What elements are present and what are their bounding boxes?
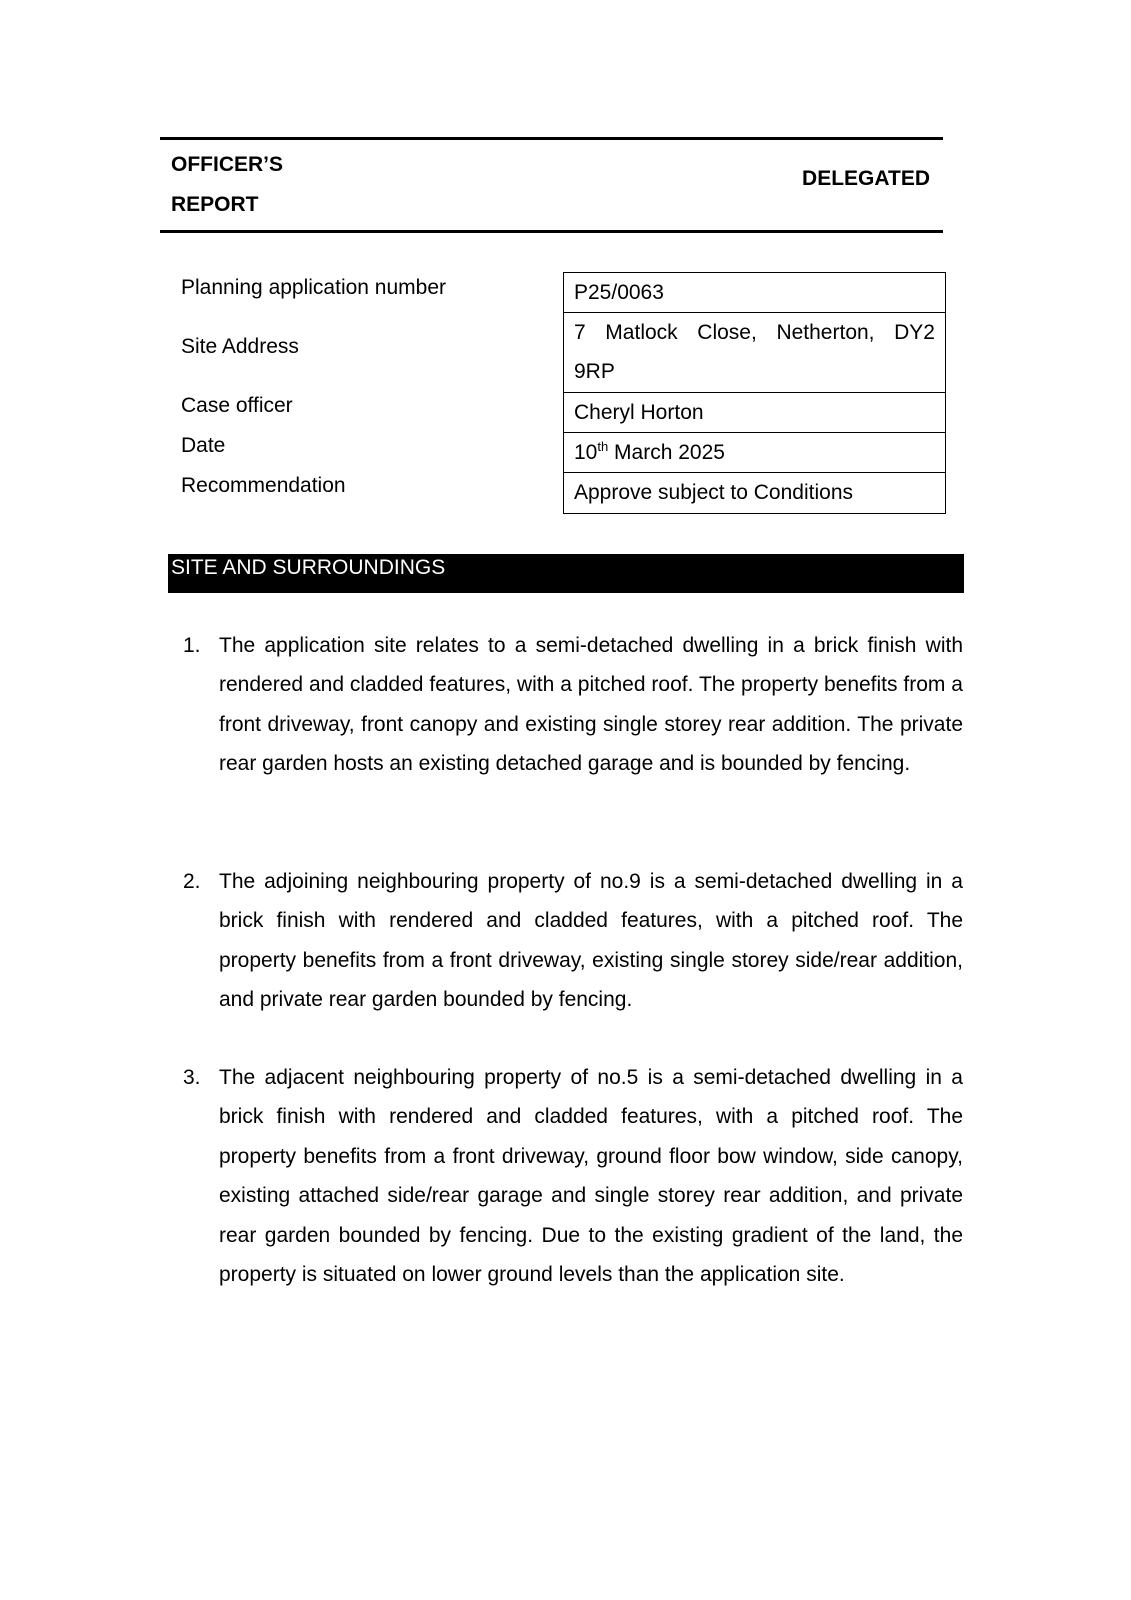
- section-heading-site-and-surroundings: SITE AND SURROUNDINGS: [168, 554, 964, 593]
- value-site-address-line1: 7 Matlock Close, Netherton, DY2: [574, 321, 935, 344]
- report-title-line1: OFFICER’S: [171, 153, 284, 176]
- paragraph-text: The adjacent neighbouring property of no.5 is a semi-detached dwelling in a brick finish with rendered and cladded features, with a pitched roof. The property benefits from a front driveway, ground floor bow window, side canopy, existing attached side/rear garage and single storey rear addition, and private rear garden bounded by fencing. Due to the existing gradient of the land, the property is situated on lower ground levels than the application site.: [219, 1066, 963, 1287]
- value-date-suffix: th: [597, 439, 609, 454]
- label-date: Date: [181, 434, 226, 457]
- paragraph-number: 2.: [183, 870, 201, 893]
- report-title-line2: REPORT: [171, 193, 259, 216]
- details-value-table: [563, 272, 946, 514]
- label-case-officer: Case officer: [181, 394, 293, 417]
- label-recommendation: Recommendation: [181, 474, 346, 497]
- paragraph-number: 1.: [183, 634, 201, 657]
- value-date-rest: March 2025: [608, 441, 725, 464]
- label-application-number: Planning application number: [181, 276, 447, 299]
- label-site-address: Site Address: [181, 335, 299, 358]
- header-bottom-rule: [160, 230, 943, 233]
- value-case-officer: Cheryl Horton: [564, 393, 945, 433]
- delegated-status: DELEGATED: [802, 167, 930, 190]
- paragraph-text: The adjoining neighbouring property of no.9 is a semi-detached dwelling in a brick finish with rendered and cladded features, with a pitched roof. The property benefits from a front driveway, existing single storey side/rear addition, and private rear garden bounded by fencing.: [219, 870, 963, 1012]
- value-date: [564, 433, 945, 473]
- paragraph-1: [183, 626, 963, 784]
- header-top-rule: [160, 137, 943, 140]
- report-title: [171, 145, 391, 225]
- paragraph-2: [183, 862, 963, 1020]
- value-site-address: [564, 313, 945, 393]
- paragraph-3: [183, 1058, 963, 1294]
- value-application-number: P25/0063: [564, 273, 945, 313]
- value-recommendation: Approve subject to Conditions: [574, 481, 853, 504]
- value-site-address-line2: 9RP: [574, 360, 615, 383]
- paragraph-text: The application site relates to a semi-detached dwelling in a brick finish with rendered and cladded features, with a pitched roof. The property benefits from a front driveway, front canopy and existing single storey rear addition. The private rear garden hosts an existing detached garage and is bounded by fencing.: [219, 634, 963, 776]
- value-date-day: 10: [574, 441, 598, 464]
- paragraph-number: 3.: [183, 1066, 201, 1089]
